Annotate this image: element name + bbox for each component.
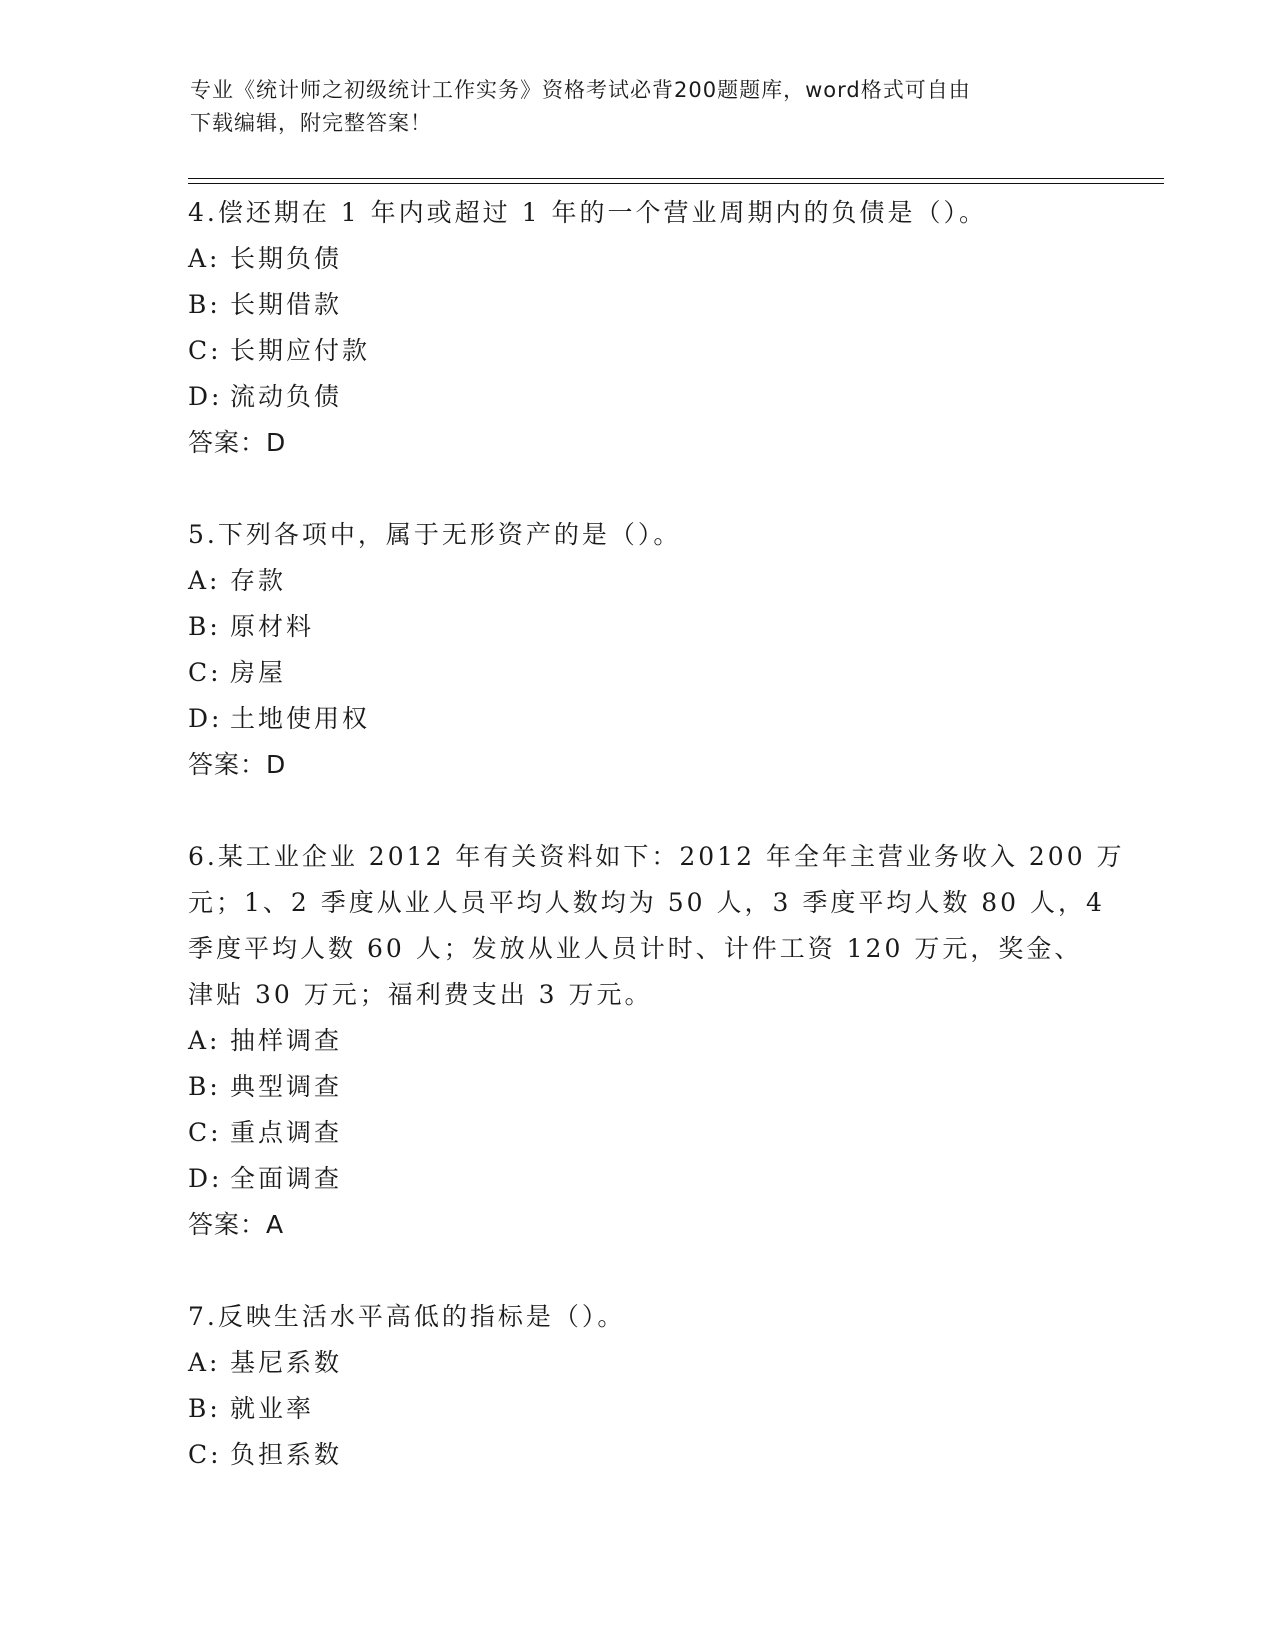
option-key: B: (188, 290, 221, 319)
option-text: 典型调查 (230, 1072, 343, 1101)
option-c (188, 328, 1088, 374)
header-divider-top (188, 178, 1164, 179)
answer-label: 答案：D (188, 750, 287, 779)
option-text: 就业率 (230, 1394, 315, 1423)
question-list (188, 190, 1125, 1524)
option-text: 流动负债 (230, 382, 343, 411)
option-a (188, 1340, 1088, 1386)
document-header (190, 74, 1090, 140)
header-line-1: 专业《统计师之初级统计工作实务》资格考试必背200题题库，word格式可自由 (190, 78, 971, 102)
option-text: 长期借款 (230, 290, 343, 319)
option-key: A: (188, 1348, 221, 1377)
question-stem-line: 季度平均人数 60 人；发放从业人员计时、计件工资 120 万元，奖金、 (188, 934, 1083, 963)
option-key: A: (188, 566, 221, 595)
answer-label: 答案：D (188, 428, 287, 457)
option-d (188, 696, 1088, 742)
question-stem: 5.下列各项中，属于无形资产的是（）。 (188, 520, 682, 549)
question-stem-line: 元；1、2 季度从业人员平均人数均为 50 人，3 季度平均人数 80 人，4 (188, 888, 1105, 917)
option-text: 基尼系数 (230, 1348, 343, 1377)
option-key: C: (188, 658, 222, 687)
option-text: 土地使用权 (230, 704, 371, 733)
option-key: A: (188, 244, 221, 273)
option-key: C: (188, 1118, 222, 1147)
option-c (188, 1110, 1088, 1156)
option-key: B: (188, 612, 221, 641)
option-c (188, 650, 1088, 696)
option-text: 全面调查 (230, 1164, 343, 1193)
question-6 (188, 834, 1125, 1248)
question-7 (188, 1294, 1088, 1478)
option-a (188, 236, 1088, 282)
option-key: D: (188, 704, 223, 733)
option-text: 长期负债 (230, 244, 343, 273)
option-a (188, 558, 1088, 604)
question-4 (188, 190, 1088, 466)
option-d (188, 1156, 1088, 1202)
header-divider-bottom (188, 183, 1164, 184)
option-key: C: (188, 336, 222, 365)
option-a (188, 1018, 1088, 1064)
header-line-2: 下载编辑，附完整答案！ (190, 111, 432, 135)
option-text: 重点调查 (230, 1118, 343, 1147)
option-b (188, 1064, 1088, 1110)
question-stem: 7.反映生活水平高低的指标是（）。 (188, 1302, 626, 1331)
option-text: 负担系数 (230, 1440, 343, 1469)
question-stem: 4.偿还期在 1 年内或超过 1 年的一个营业周期内的负债是（）。 (188, 198, 987, 227)
option-key: D: (188, 1164, 223, 1193)
option-text: 长期应付款 (230, 336, 371, 365)
option-key: B: (188, 1394, 221, 1423)
option-b (188, 604, 1088, 650)
option-text: 抽样调查 (230, 1026, 343, 1055)
option-key: D: (188, 382, 223, 411)
question-stem-line: 6.某工业企业 2012 年有关资料如下：2012 年全年主营业务收入 200 万 (188, 842, 1125, 871)
question-stem-line: 津贴 30 万元；福利费支出 3 万元。 (188, 980, 653, 1009)
option-c (188, 1432, 1088, 1478)
option-b (188, 1386, 1088, 1432)
question-5 (188, 512, 1088, 788)
option-d (188, 374, 1088, 420)
option-text: 房屋 (230, 658, 287, 687)
option-b (188, 282, 1088, 328)
option-key: C: (188, 1440, 222, 1469)
option-text: 原材料 (230, 612, 315, 641)
option-key: B: (188, 1072, 221, 1101)
option-key: A: (188, 1026, 221, 1055)
option-text: 存款 (230, 566, 287, 595)
answer-label: 答案：A (188, 1210, 285, 1239)
